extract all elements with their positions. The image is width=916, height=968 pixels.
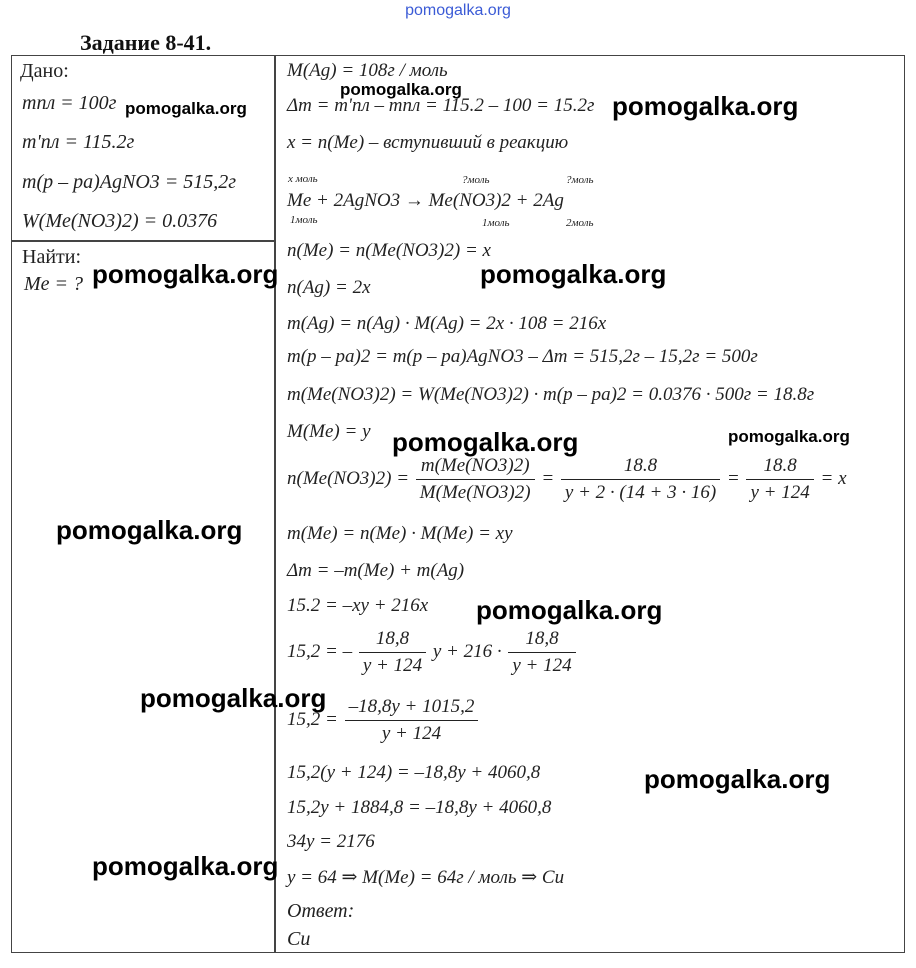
sol-line-19: 34y = 2176	[287, 831, 375, 852]
given-line-3: m(р – ра)AgNO3 = 515,2г	[22, 171, 237, 193]
given-label: Дано:	[20, 60, 69, 82]
watermark: pomogalka.org	[92, 259, 279, 289]
l11-f2-num: 18.8	[561, 455, 720, 480]
l15-f2-den: y + 124	[512, 655, 572, 676]
task-title: Задание 8-41.	[80, 30, 212, 55]
l15-fraction-1	[359, 628, 426, 677]
reaction-note-q2: ?моль	[566, 174, 594, 186]
l11-end: = x	[820, 467, 847, 489]
l11-fraction-2	[561, 455, 720, 504]
given-line-2: m'пл = 115.2г	[22, 131, 135, 153]
watermark: pomogalka.org	[612, 91, 799, 121]
watermark: pomogalka.org	[480, 259, 667, 289]
l11-f3-den: y + 124	[750, 482, 810, 503]
l11-fraction-3	[746, 455, 813, 504]
sol-line-18: 15,2y + 1884,8 = –18,8y + 4060,8	[287, 797, 552, 818]
reaction-note-1b: 1моль	[482, 217, 510, 229]
sol-line-20: y = 64 ⇒ M(Me) = 64г / моль ⇒ Cu	[287, 867, 565, 888]
l15-f1-num: 18,8	[359, 628, 426, 653]
l16-lhs: 15,2 =	[287, 708, 338, 730]
l11-fraction-1	[416, 455, 535, 504]
watermark: pomogalka.org	[140, 683, 327, 713]
l15-lhs: 15,2 = –	[287, 640, 353, 662]
watermark: pomogalka.org	[728, 427, 850, 446]
l11-f3-num: 18.8	[746, 455, 813, 480]
watermark: pomogalka.org	[340, 80, 462, 99]
sol-line-2: Δm = m'пл – mпл = 115.2 – 100 = 15.2г	[287, 95, 595, 116]
sol-line-14: 15.2 = –xy + 216x	[287, 595, 429, 616]
reaction-note-q1: ?моль	[462, 174, 490, 186]
l11-f1-num: m(Me(NO3)2)	[416, 455, 535, 480]
l16-num: –18,8y + 1015,2	[345, 696, 479, 721]
l11-lhs: n(Me(NO3)2) =	[287, 467, 410, 489]
sol-line-15	[287, 628, 578, 677]
find-value: Me = ?	[24, 273, 84, 295]
l15-f1-den: y + 124	[362, 655, 423, 676]
l16-fraction	[345, 696, 479, 745]
sol-line-3: x = n(Me) – вступивший в реакцию	[287, 132, 569, 153]
sol-line-5: n(Me) = n(Me(NO3)2) = x	[287, 240, 491, 261]
sol-line-8: m(р – ра)2 = m(р – ра)AgNO3 – Δm = 515,2г – 15,2г = 500г	[287, 346, 758, 367]
sol-line-7: m(Ag) = n(Ag) · M(Ag) = 2x · 108 = 216x	[287, 313, 607, 334]
site-watermark-top[interactable]: pomogalka.org	[405, 2, 511, 19]
reaction-note-1a: 1моль	[290, 214, 318, 226]
sol-line-12: m(Me) = n(Me) · M(Me) = xy	[287, 523, 513, 544]
given-line-4: W(Me(NO3)2) = 0.0376	[22, 210, 218, 232]
watermark: pomogalka.org	[56, 515, 243, 545]
watermark: pomogalka.org	[92, 851, 279, 881]
table-horizontal-divider	[11, 240, 275, 242]
given-line-1: mпл = 100г	[22, 92, 117, 114]
table-vertical-divider	[274, 55, 276, 953]
sol-line-17: 15,2(y + 124) = –18,8y + 4060,8	[287, 762, 541, 783]
reaction-note-2: 2моль	[566, 217, 594, 229]
sol-line-reaction: Me + 2AgNO3 → Me(NO3)2 + 2Ag	[287, 190, 564, 211]
watermark: pomogalka.org	[476, 595, 663, 625]
watermark: pomogalka.org	[125, 99, 247, 118]
answer-value: Cu	[287, 928, 311, 950]
l11-f2-den: y + 2 · (14 + 3 · 16)	[564, 482, 717, 503]
l15-mid: y + 216 ·	[432, 640, 502, 662]
watermark: pomogalka.org	[392, 427, 579, 457]
sol-line-13: Δm = –m(Me) + m(Ag)	[287, 560, 465, 581]
l16-den: y + 124	[381, 723, 442, 744]
l11-f1-den: M(Me(NO3)2)	[419, 482, 531, 503]
sol-line-9: m(Me(NO3)2) = W(Me(NO3)2) · m(р – ра)2 = 0.0376 · 500г = 18.8г	[287, 384, 815, 405]
answer-label: Ответ:	[287, 900, 355, 922]
find-label: Найти:	[22, 246, 82, 268]
l15-f2-num: 18,8	[508, 628, 575, 653]
sol-line-1: M(Ag) = 108г / моль	[287, 60, 448, 81]
sol-line-10: M(Me) = y	[287, 421, 371, 442]
l15-fraction-2	[508, 628, 575, 677]
sol-line-11: n(Me(NO3)2) = $\frac{m(Me(NO3)2)}{M(Me(NO3)2)}$ = $\frac{18.8}{y + 2 \cdot (14 + 3 \cdot 16)}$ = $\frac{18.8}{y + 124}$ = x	[287, 455, 847, 503]
watermark: pomogalka.org	[644, 764, 831, 794]
sol-line-6: n(Ag) = 2x	[287, 277, 371, 298]
reaction-note-x: x моль	[288, 173, 318, 185]
